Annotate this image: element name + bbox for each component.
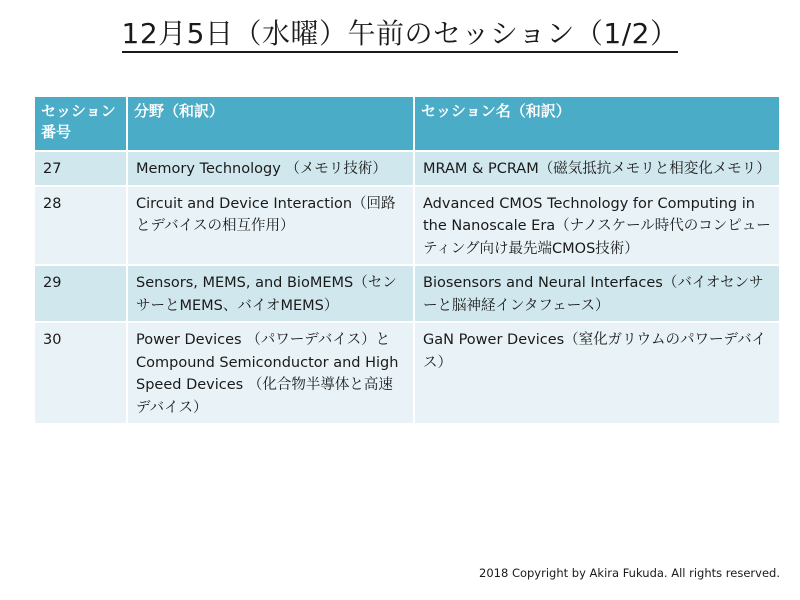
cell-session-number: 28: [35, 186, 127, 266]
table-row: [35, 322, 779, 423]
table-header-row: [35, 97, 779, 151]
header-session-name: セッション名（和訳）: [414, 97, 779, 151]
header-session-number: セッション番号: [35, 97, 127, 151]
cell-session-name: MRAM & PCRAM（磁気抵抗メモリと相変化メモリ）: [414, 151, 779, 186]
cell-session-name: GaN Power Devices（窒化ガリウムのパワーデバイス）: [414, 322, 779, 423]
cell-field: Power Devices （パワーデバイス）とCompound Semiconductor and High Speed Devices （化合物半導体と高速デバイス）: [127, 322, 414, 423]
copyright-notice: 2018 Copyright by Akira Fukuda. All rights reserved.: [479, 566, 780, 580]
cell-session-name: Advanced CMOS Technology for Computing in the Nanoscale Era（ナノスケール時代のコンピューティング向け最先端CMOS技術）: [414, 186, 779, 266]
slide-title-text: 12月5日（水曜）午前のセッション（1/2）: [122, 17, 679, 53]
table-row: [35, 151, 779, 186]
cell-field: Sensors, MEMS, and BioMEMS（センサーとMEMS、バイオMEMS）: [127, 265, 414, 322]
cell-session-number: 30: [35, 322, 127, 423]
cell-field: Memory Technology （メモリ技術）: [127, 151, 414, 186]
session-table: [35, 97, 779, 423]
table-row: [35, 186, 779, 266]
slide-title: [0, 14, 800, 54]
cell-session-name: Biosensors and Neural Interfaces（バイオセンサーと脳神経インタフェース）: [414, 265, 779, 322]
cell-session-number: 27: [35, 151, 127, 186]
cell-session-number: 29: [35, 265, 127, 322]
cell-field: Circuit and Device Interaction（回路とデバイスの相互作用）: [127, 186, 414, 266]
header-field: 分野（和訳）: [127, 97, 414, 151]
table-row: [35, 265, 779, 322]
